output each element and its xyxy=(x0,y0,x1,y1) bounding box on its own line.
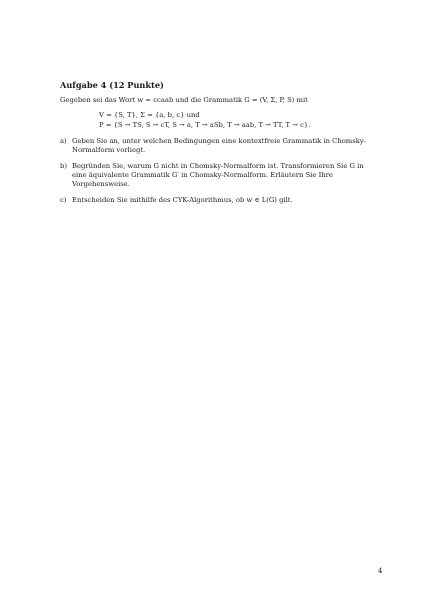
page-number: 4 xyxy=(378,567,383,575)
grammar-definitions xyxy=(99,111,380,130)
exercise-heading: Aufgabe 4 (12 Punkte) xyxy=(60,80,164,90)
definition-line-variables: V = {S, T}, Σ = {a, b, c} und xyxy=(99,111,200,119)
definition-line-productions: P = {S → TS, S → cT, S → a, T → aSb, T → aab, T → TT, T → c}. xyxy=(99,120,311,129)
task-item-b xyxy=(60,162,380,189)
task-label: b) xyxy=(60,162,68,170)
exercise-intro: Gegeben sei das Wort w = ccaab und die Grammatik G = (V, Σ, P, S) mit xyxy=(60,96,308,104)
task-text: Entscheiden Sie mithilfe des CYK-Algorithmus, ob w ∈ L(G) gilt. xyxy=(72,196,293,204)
task-text: Begründen Sie, warum G nicht in Chomsky-Normalform ist. Transformieren Sie G in eine äquivalente Grammatik G′ in Chomsky-Normalform. Erläutern Sie Ihre Vorgehensweise. xyxy=(72,162,364,188)
task-label: a) xyxy=(60,137,67,145)
task-item-c xyxy=(60,196,380,205)
task-list xyxy=(60,137,380,205)
task-text: Geben Sie an, unter welchen Bedingungen eine kontextfreie Grammatik in Chomsky-Normalform vorliegt. xyxy=(72,137,366,154)
task-label: c) xyxy=(60,196,67,204)
exercise-content xyxy=(60,80,380,212)
task-item-a xyxy=(60,137,380,155)
